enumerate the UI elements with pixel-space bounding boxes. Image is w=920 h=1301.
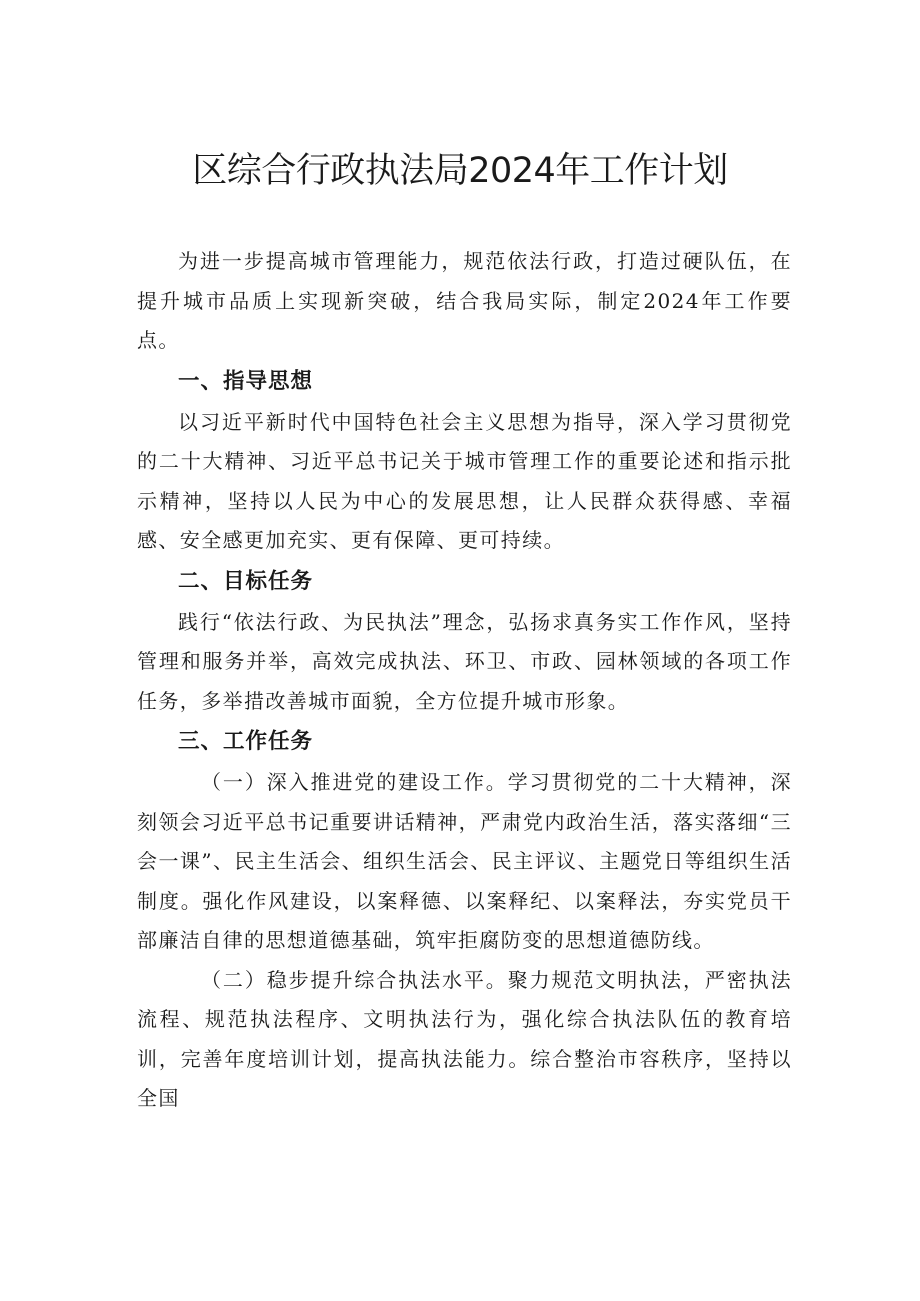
section-heading-objectives: 二、目标任务 [178, 568, 314, 594]
section-paragraph: 以习近平新时代中国特色社会主义思想为指导，深入学习贯彻党的二十大精神、习近平总书记关于城市管理工作的重要论述和指示批示精神，坚持以人民为中心的发展思想，让人民群众获得感、幸福感、安全感更加充实、更有保障、更可持续。 [137, 409, 792, 552]
document-body [137, 242, 792, 1119]
task-paragraph-party-building: （一）深入推进党的建设工作。学习贯彻党的二十大精神，深刻领会习近平总书记重要讲话精神，严肃党内政治生活，落实落细“三会一课”、民主生活会、组织生活会、民主评议、主题党日等组织生活制度。强化作风建设，以案释德、以案释纪、以案释法，夯实党员干部廉洁自律的思想道德基础，筑牢拒腐防变的思想道德防线。 [137, 770, 792, 952]
section-heading-guiding-ideology: 一、指导思想 [178, 368, 314, 394]
document-title: 区综合行政执法局2024年工作计划 [192, 151, 728, 191]
intro-paragraph: 为进一步提高城市管理能力，规范依法行政，打造过硬队伍，在提升城市品质上实现新突破，结合我局实际，制定2024年工作要点。 [137, 249, 792, 352]
section-heading-work-tasks: 三、工作任务 [178, 729, 314, 754]
task-paragraph-law-enforcement: （二）稳步提升综合执法水平。聚力规范文明执法，严密执法流程、规范执法程序、文明执法行为，强化综合执法队伍的教育培训，完善年度培训计划，提高执法能力。综合整治市容秩序，坚持以全国 [137, 967, 792, 1110]
section-paragraph: 践行“依法行政、为民执法”理念，弘扬求真务实工作作风，坚持管理和服务并举，高效完成执法、环卫、市政、园林领域的各项工作任务，多举措改善城市面貌，全方位提升城市形象。 [137, 609, 792, 713]
